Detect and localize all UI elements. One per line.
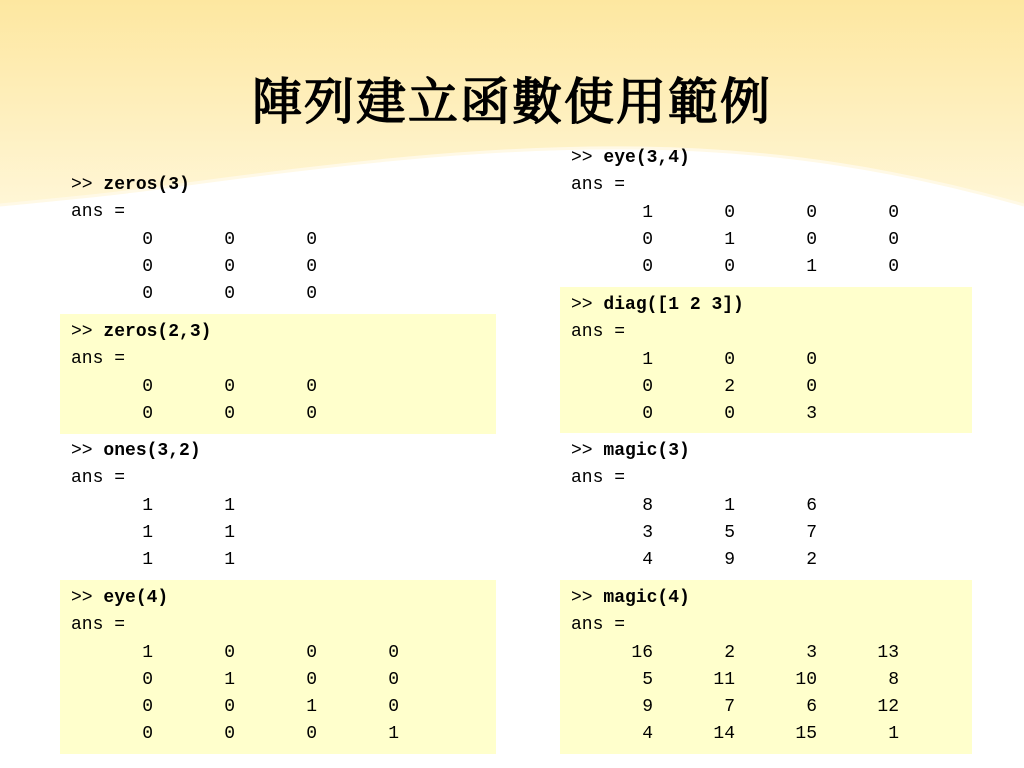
matrix-cell: 0 <box>224 229 235 250</box>
command-line <box>571 438 972 465</box>
matrix-row <box>571 667 972 694</box>
matrix-row <box>571 227 972 254</box>
prompt: >> <box>571 441 593 461</box>
matrix-cell: 0 <box>724 404 735 425</box>
matrix-cell: 1 <box>724 229 735 250</box>
code-block-eye-3-4 <box>560 145 972 281</box>
matrix-cell: 0 <box>388 697 399 718</box>
matrix-cell: 0 <box>388 642 399 663</box>
prompt: >> <box>71 588 93 608</box>
result-matrix <box>71 640 496 749</box>
matrix-cell: 0 <box>306 256 317 277</box>
matrix-row <box>71 640 496 667</box>
command-line <box>571 145 972 172</box>
matrix-row <box>71 227 496 254</box>
command: magic(4) <box>603 588 690 608</box>
matrix-cell: 5 <box>724 522 735 543</box>
matrix-cell: 7 <box>724 697 735 718</box>
prompt: >> <box>71 322 93 342</box>
matrix-cell: 3 <box>806 404 817 425</box>
command-line <box>71 438 496 465</box>
ans-label: ans = <box>71 468 126 489</box>
matrix-cell: 0 <box>806 349 817 370</box>
code-block-magic-3 <box>560 438 972 574</box>
matrix-row <box>71 667 496 694</box>
matrix-row <box>71 520 496 547</box>
matrix-cell: 0 <box>224 376 235 397</box>
matrix-cell: 0 <box>306 229 317 250</box>
matrix-cell: 0 <box>142 697 153 718</box>
matrix-row <box>71 721 496 748</box>
matrix-row <box>71 547 496 574</box>
matrix-cell: 8 <box>888 669 899 690</box>
matrix-row <box>571 401 972 428</box>
matrix-cell: 1 <box>888 724 899 745</box>
ans-label: ans = <box>571 615 626 636</box>
matrix-cell: 8 <box>642 495 653 516</box>
matrix-row <box>571 200 972 227</box>
matrix-row <box>71 374 496 401</box>
matrix-row <box>571 694 972 721</box>
matrix-cell: 2 <box>724 376 735 397</box>
matrix-cell: 13 <box>877 642 899 663</box>
prompt: >> <box>571 148 593 168</box>
matrix-cell: 0 <box>642 404 653 425</box>
matrix-row <box>71 694 496 721</box>
matrix-cell: 0 <box>142 376 153 397</box>
matrix-cell: 0 <box>306 669 317 690</box>
prompt: >> <box>571 588 593 608</box>
code-block-zeros-2-3 <box>60 314 496 434</box>
matrix-cell: 0 <box>224 697 235 718</box>
matrix-cell: 0 <box>142 724 153 745</box>
matrix-cell: 15 <box>795 724 817 745</box>
command-line <box>71 319 496 346</box>
matrix-cell: 0 <box>306 724 317 745</box>
matrix-cell: 1 <box>806 257 817 278</box>
matrix-cell: 2 <box>724 642 735 663</box>
matrix-cell: 1 <box>224 669 235 690</box>
code-block-diag <box>560 287 972 433</box>
matrix-cell: 7 <box>806 522 817 543</box>
code-block-magic-4 <box>560 580 972 754</box>
command-line <box>571 292 972 319</box>
matrix-cell: 0 <box>724 257 735 278</box>
matrix-row <box>571 640 972 667</box>
matrix-cell: 1 <box>388 724 399 745</box>
matrix-cell: 0 <box>388 669 399 690</box>
result-matrix <box>71 374 496 429</box>
command: ones(3,2) <box>103 441 201 461</box>
matrix-row <box>571 347 972 374</box>
matrix-row <box>71 254 496 281</box>
matrix-cell: 0 <box>306 284 317 305</box>
command-line <box>71 585 496 612</box>
matrix-cell: 0 <box>224 403 235 424</box>
matrix-cell: 6 <box>806 697 817 718</box>
matrix-cell: 0 <box>642 229 653 250</box>
matrix-cell: 0 <box>642 376 653 397</box>
matrix-cell: 6 <box>806 495 817 516</box>
matrix-cell: 0 <box>224 724 235 745</box>
matrix-cell: 1 <box>224 495 235 516</box>
command: eye(4) <box>103 588 169 608</box>
matrix-cell: 0 <box>888 257 899 278</box>
ans-label: ans = <box>571 175 626 196</box>
matrix-cell: 0 <box>224 256 235 277</box>
matrix-cell: 1 <box>142 495 153 516</box>
result-matrix <box>71 227 496 309</box>
matrix-cell: 0 <box>806 376 817 397</box>
matrix-cell: 0 <box>724 202 735 223</box>
matrix-cell: 9 <box>642 697 653 718</box>
matrix-cell: 0 <box>306 376 317 397</box>
ans-label: ans = <box>71 615 126 636</box>
command: magic(3) <box>603 441 690 461</box>
matrix-cell: 11 <box>713 669 735 690</box>
prompt: >> <box>71 441 93 461</box>
matrix-cell: 0 <box>142 403 153 424</box>
matrix-cell: 0 <box>306 642 317 663</box>
result-matrix <box>571 347 972 429</box>
matrix-row <box>571 493 972 520</box>
matrix-cell: 1 <box>224 522 235 543</box>
matrix-cell: 0 <box>806 229 817 250</box>
matrix-cell: 3 <box>642 522 653 543</box>
code-block-ones-3-2 <box>60 438 496 574</box>
matrix-cell: 0 <box>142 229 153 250</box>
command-line <box>71 172 496 199</box>
matrix-cell: 1 <box>642 202 653 223</box>
matrix-cell: 1 <box>724 495 735 516</box>
matrix-cell: 5 <box>642 669 653 690</box>
matrix-cell: 1 <box>224 550 235 571</box>
matrix-row <box>571 374 972 401</box>
matrix-cell: 0 <box>806 202 817 223</box>
matrix-cell: 10 <box>795 669 817 690</box>
matrix-row <box>571 520 972 547</box>
matrix-cell: 1 <box>142 522 153 543</box>
matrix-row <box>71 401 496 428</box>
matrix-row <box>571 254 972 281</box>
matrix-cell: 0 <box>142 256 153 277</box>
matrix-cell: 0 <box>224 284 235 305</box>
result-matrix <box>571 493 972 575</box>
matrix-cell: 0 <box>224 642 235 663</box>
result-matrix <box>71 493 496 575</box>
matrix-row <box>71 493 496 520</box>
matrix-cell: 1 <box>642 349 653 370</box>
matrix-cell: 0 <box>642 257 653 278</box>
prompt: >> <box>71 175 93 195</box>
matrix-cell: 12 <box>877 697 899 718</box>
command: zeros(3) <box>103 175 190 195</box>
ans-label: ans = <box>71 349 126 370</box>
code-block-zeros-3 <box>60 172 496 308</box>
matrix-cell: 0 <box>142 284 153 305</box>
ans-label: ans = <box>71 202 126 223</box>
command-line <box>571 585 972 612</box>
matrix-cell: 4 <box>642 550 653 571</box>
code-block-eye-4 <box>60 580 496 754</box>
matrix-cell: 9 <box>724 550 735 571</box>
matrix-cell: 0 <box>888 229 899 250</box>
matrix-row <box>571 547 972 574</box>
matrix-cell: 0 <box>888 202 899 223</box>
matrix-cell: 0 <box>306 403 317 424</box>
matrix-cell: 1 <box>306 697 317 718</box>
result-matrix <box>571 200 972 282</box>
page-title: 陣列建立函數使用範例 <box>252 72 772 131</box>
matrix-cell: 4 <box>642 724 653 745</box>
matrix-cell: 3 <box>806 642 817 663</box>
matrix-cell: 1 <box>142 642 153 663</box>
prompt: >> <box>571 295 593 315</box>
matrix-row <box>71 281 496 308</box>
command: diag([1 2 3]) <box>603 295 744 315</box>
result-matrix <box>571 640 972 749</box>
matrix-row <box>571 721 972 748</box>
ans-label: ans = <box>571 468 626 489</box>
matrix-cell: 2 <box>806 550 817 571</box>
matrix-cell: 16 <box>631 642 653 663</box>
matrix-cell: 0 <box>724 349 735 370</box>
ans-label: ans = <box>571 322 626 343</box>
command: zeros(2,3) <box>103 322 212 342</box>
matrix-cell: 1 <box>142 550 153 571</box>
command: eye(3,4) <box>603 148 690 168</box>
matrix-cell: 14 <box>713 724 735 745</box>
matrix-cell: 0 <box>142 669 153 690</box>
